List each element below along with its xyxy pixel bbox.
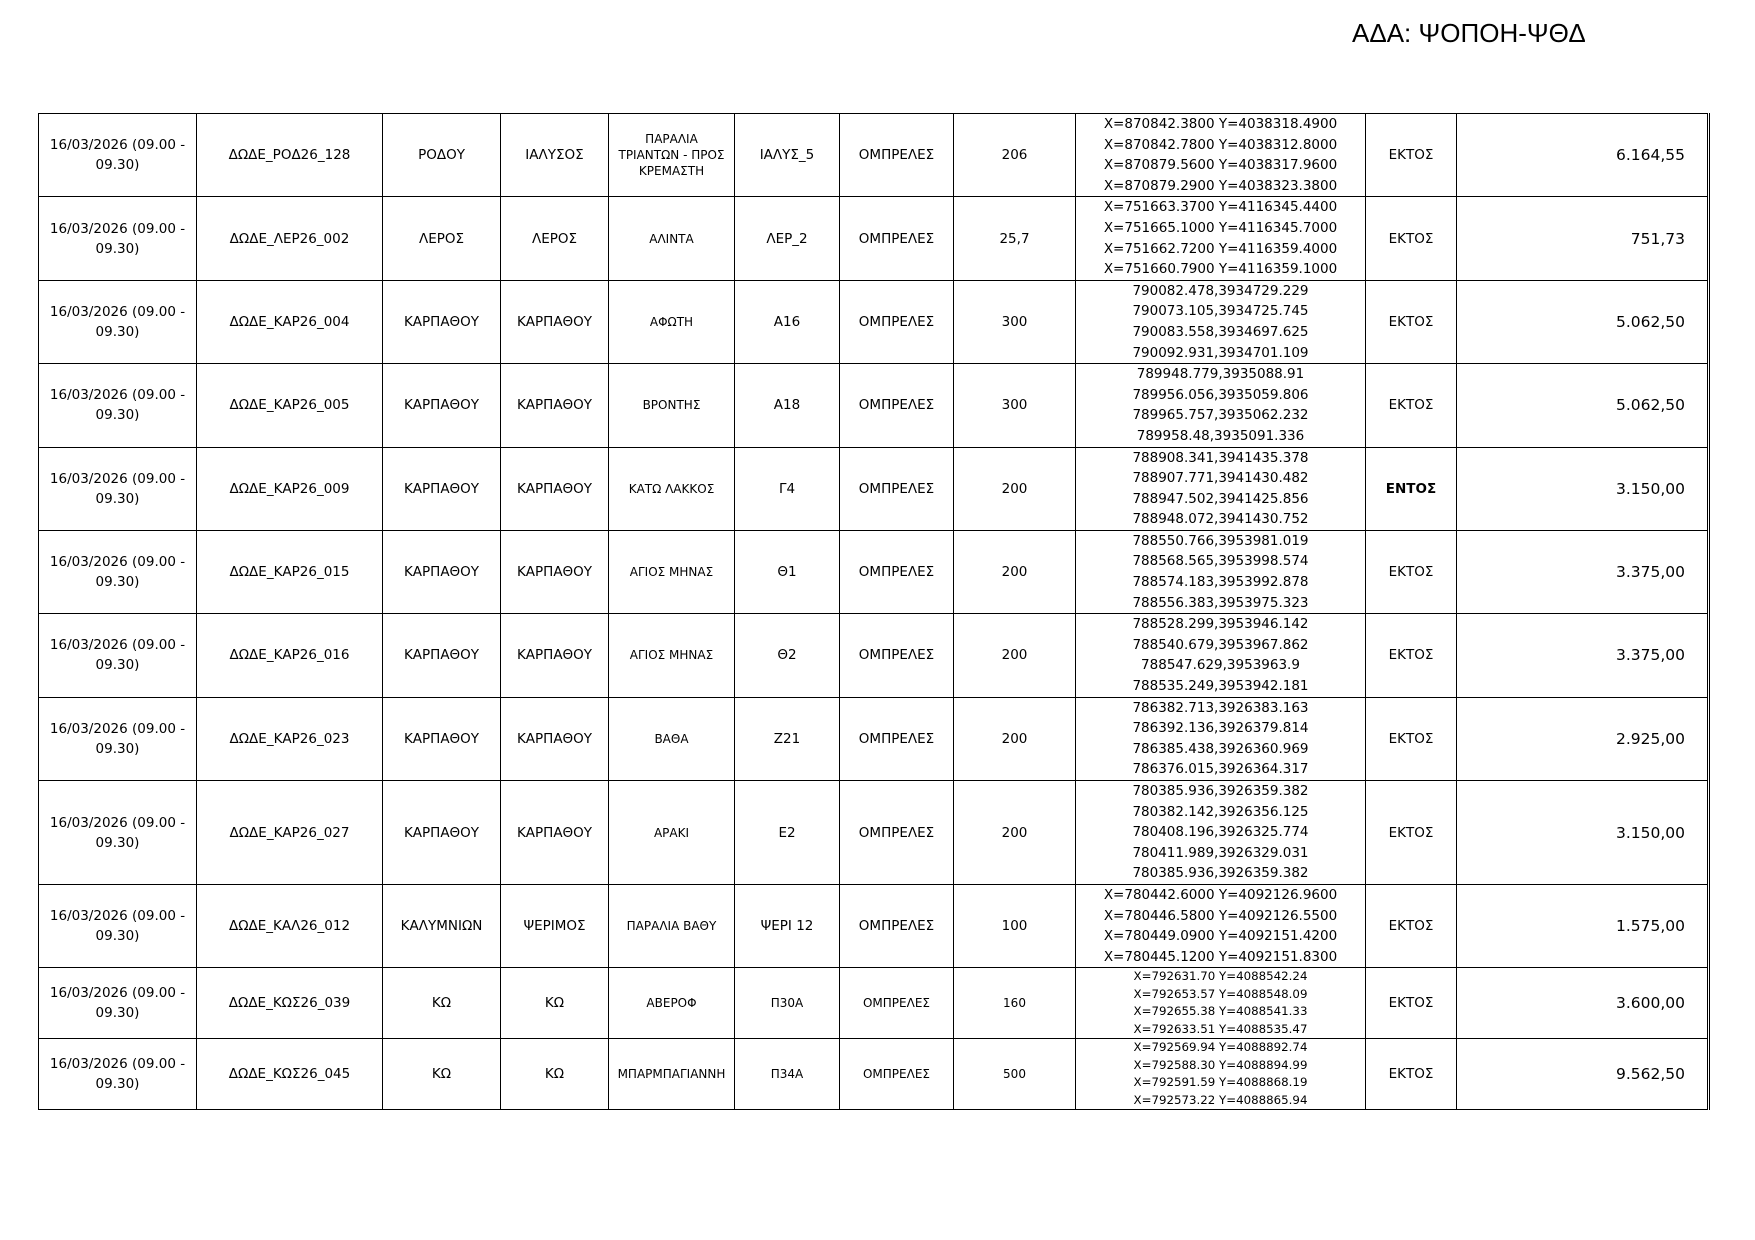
coordinate-line: 788528.299,3953946.142 [1132,616,1309,633]
code-cell: ΔΩΔΕ_ΚΩΣ26_045 [197,1039,383,1110]
id-cell: Θ2 [735,614,840,697]
zone-cell: ΕΚΤΟΣ [1366,364,1457,447]
date-cell: 16/03/2026 (09.00 - 09.30) [39,614,197,697]
concessions-table [38,113,1710,1110]
use-cell: ΟΜΠΡΕΛΕΣ [840,114,954,197]
code-cell: ΔΩΔΕ_ΚΑΡ26_016 [197,614,383,697]
amount-cell: 2.925,00 [1457,697,1709,780]
amount-cell: 3.150,00 [1457,781,1709,885]
use-cell: ΟΜΠΡΕΛΕΣ [840,1039,954,1110]
area-cell: 200 [954,781,1076,885]
zone-cell: ΕΚΤΟΣ [1366,197,1457,280]
date-cell: 16/03/2026 (09.00 - 09.30) [39,781,197,885]
municipality-cell: ΡΟΔΟΥ [383,114,501,197]
amount-cell: 3.600,00 [1457,968,1709,1039]
coordinate-line: 780408.196,3926325.774 [1132,824,1309,841]
coordinate-line: 788556.383,3953975.323 [1132,594,1309,611]
area-cell: 300 [954,280,1076,363]
coordinate-line: 788540.679,3953967.862 [1132,636,1309,653]
id-cell: Ζ21 [735,697,840,780]
code-cell: ΔΩΔΕ_ΚΑΛ26_012 [197,885,383,968]
municipality-cell: ΚΑΡΠΑΘΟΥ [383,280,501,363]
coordinates-cell [1076,530,1366,613]
table-row [39,697,1709,780]
ada-header: ΑΔΑ: ΨΟΠΟΗ-ΨΘΔ [1352,18,1586,48]
location-cell: ΚΑΤΩ ΛΑΚΚΟΣ [609,447,735,530]
coordinate-line: X=751662.7200 Y=4116359.4000 [1103,240,1338,257]
municipality-cell: ΚΑΡΠΑΘΟΥ [383,781,501,885]
id-cell: Γ4 [735,447,840,530]
coordinate-line: X=780446.5800 Y=4092126.5500 [1103,907,1338,924]
area-cell: 300 [954,364,1076,447]
coordinates-cell [1076,697,1366,780]
coordinates-cell [1076,114,1366,197]
location-cell: ΒΡΟΝΤΗΣ [609,364,735,447]
date-cell: 16/03/2026 (09.00 - 09.30) [39,197,197,280]
id-cell: Π30Α [735,968,840,1039]
code-cell: ΔΩΔΕ_ΛΕΡ26_002 [197,197,383,280]
location-cell: ΑΡΑΚΙ [609,781,735,885]
date-cell: 16/03/2026 (09.00 - 09.30) [39,697,197,780]
coordinate-line: 789956.056,3935059.806 [1132,386,1309,403]
coordinate-line: 788550.766,3953981.019 [1132,532,1309,549]
use-cell: ΟΜΠΡΕΛΕΣ [840,280,954,363]
coordinate-line: 786385.438,3926360.969 [1132,740,1309,757]
coordinates-cell [1076,364,1366,447]
unit-cell: ΚΑΡΠΑΘΟΥ [501,781,609,885]
municipality-cell: ΚΑΡΠΑΘΟΥ [383,530,501,613]
coordinate-line: 789965.757,3935062.232 [1132,407,1309,424]
coordinate-line: X=870879.2900 Y=4038323.3800 [1103,177,1338,194]
coordinate-line: X=792573.22 Y=4088865.94 [1133,1092,1308,1107]
coordinate-line: X=792588.30 Y=4088894.99 [1133,1057,1308,1072]
coordinate-line: 786376.015,3926364.317 [1132,761,1309,778]
coordinate-line: 788907.771,3941430.482 [1132,470,1309,487]
amount-cell: 3.375,00 [1457,614,1709,697]
coordinate-line: 790092.931,3934701.109 [1132,344,1309,361]
coordinate-line: X=780442.6000 Y=4092126.9600 [1103,887,1338,903]
zone-cell: ΕΚΤΟΣ [1366,1039,1457,1110]
coordinates-cell [1076,781,1366,885]
coordinate-line: 788547.629,3953963.9 [1141,657,1300,674]
coordinate-line: 780385.936,3926359.382 [1132,783,1309,800]
area-cell: 200 [954,614,1076,697]
coordinates-cell [1076,447,1366,530]
use-cell: ΟΜΠΡΕΛΕΣ [840,614,954,697]
zone-cell: ΕΚΤΟΣ [1366,968,1457,1039]
unit-cell: ΚΩ [501,1039,609,1110]
table-row [39,114,1709,197]
amount-cell: 5.062,50 [1457,280,1709,363]
amount-cell: 9.562,50 [1457,1039,1709,1110]
coordinates-cell [1076,280,1366,363]
coordinate-line: 786382.713,3926383.163 [1132,699,1309,716]
location-cell: ΑΦΩΤΗ [609,280,735,363]
table-body [39,114,1709,1110]
location-cell: ΠΑΡΑΛΙΑ ΒΑΘΥ [609,885,735,968]
unit-cell: ΚΑΡΠΑΘΟΥ [501,614,609,697]
coordinate-line: 790082.478,3934729.229 [1132,282,1309,299]
code-cell: ΔΩΔΕ_ΚΑΡ26_009 [197,447,383,530]
coordinates-cell [1076,968,1366,1039]
municipality-cell: ΚΑΡΠΑΘΟΥ [383,447,501,530]
coordinate-line: 789958.48,3935091.336 [1136,427,1305,444]
table-row [39,885,1709,968]
zone-cell: ΕΚΤΟΣ [1366,697,1457,780]
use-cell: ΟΜΠΡΕΛΕΣ [840,968,954,1039]
coordinate-line: X=751660.7900 Y=4116359.1000 [1103,261,1338,278]
zone-cell: ΕΚΤΟΣ [1366,280,1457,363]
date-cell: 16/03/2026 (09.00 - 09.30) [39,1039,197,1110]
amount-cell: 3.375,00 [1457,530,1709,613]
coordinate-line: X=870842.7800 Y=4038312.8000 [1103,136,1338,153]
unit-cell: ΙΑΛΥΣΟΣ [501,114,609,197]
area-cell: 206 [954,114,1076,197]
area-cell: 160 [954,968,1076,1039]
zone-cell: ΕΚΤΟΣ [1366,530,1457,613]
id-cell: ΨΕΡΙ 12 [735,885,840,968]
coordinate-line: X=792633.51 Y=4088535.47 [1133,1021,1308,1036]
amount-cell: 6.164,55 [1457,114,1709,197]
amount-cell: 751,73 [1457,197,1709,280]
location-cell: ΒΑΘΑ [609,697,735,780]
use-cell: ΟΜΠΡΕΛΕΣ [840,197,954,280]
code-cell: ΔΩΔΕ_ΚΑΡ26_004 [197,280,383,363]
code-cell: ΔΩΔΕ_ΡΟΔ26_128 [197,114,383,197]
unit-cell: ΚΑΡΠΑΘΟΥ [501,530,609,613]
code-cell: ΔΩΔΕ_ΚΑΡ26_023 [197,697,383,780]
zone-cell: ΕΚΤΟΣ [1366,885,1457,968]
area-cell: 200 [954,697,1076,780]
municipality-cell: ΚΑΡΠΑΘΟΥ [383,697,501,780]
table-row [39,364,1709,447]
unit-cell: ΨΕΡΙΜΟΣ [501,885,609,968]
id-cell: ΛΕΡ_2 [735,197,840,280]
coordinates-cell [1076,614,1366,697]
coordinate-line: 788568.565,3953998.574 [1132,553,1309,570]
coordinate-line: 790073.105,3934725.745 [1132,303,1309,320]
coordinate-line: 788908.341,3941435.378 [1132,449,1309,466]
coordinate-line: 786392.136,3926379.814 [1132,720,1309,737]
table-row [39,197,1709,280]
coordinate-line: X=792569.94 Y=4088892.74 [1133,1040,1308,1055]
id-cell: Α16 [735,280,840,363]
unit-cell: ΚΩ [501,968,609,1039]
use-cell: ΟΜΠΡΕΛΕΣ [840,364,954,447]
date-cell: 16/03/2026 (09.00 - 09.30) [39,885,197,968]
coordinates-cell [1076,1039,1366,1110]
coordinates-cell [1076,885,1366,968]
date-cell: 16/03/2026 (09.00 - 09.30) [39,968,197,1039]
table-row [39,968,1709,1039]
unit-cell: ΚΑΡΠΑΘΟΥ [501,697,609,780]
table-row [39,530,1709,613]
coordinate-line: X=792653.57 Y=4088548.09 [1133,986,1308,1001]
amount-cell: 3.150,00 [1457,447,1709,530]
amount-cell: 1.575,00 [1457,885,1709,968]
municipality-cell: ΚΑΛΥΜΝΙΩΝ [383,885,501,968]
coordinate-line: X=792631.70 Y=4088542.24 [1133,969,1308,984]
municipality-cell: ΚΩ [383,968,501,1039]
use-cell: ΟΜΠΡΕΛΕΣ [840,781,954,885]
id-cell: Ε2 [735,781,840,885]
coordinate-line: X=792655.38 Y=4088541.33 [1133,1004,1308,1019]
municipality-cell: ΚΑΡΠΑΘΟΥ [383,614,501,697]
unit-cell: ΛΕΡΟΣ [501,197,609,280]
use-cell: ΟΜΠΡΕΛΕΣ [840,885,954,968]
coordinate-line: X=870879.5600 Y=4038317.9600 [1103,157,1338,174]
coordinate-line: X=780445.1200 Y=4092151.8300 [1103,948,1338,965]
coordinate-line: 790083.558,3934697.625 [1132,323,1309,340]
date-cell: 16/03/2026 (09.00 - 09.30) [39,447,197,530]
id-cell: ΙΑΛΥΣ_5 [735,114,840,197]
use-cell: ΟΜΠΡΕΛΕΣ [840,447,954,530]
code-cell: ΔΩΔΕ_ΚΑΡ26_015 [197,530,383,613]
code-cell: ΔΩΔΕ_ΚΑΡ26_005 [197,364,383,447]
unit-cell: ΚΑΡΠΑΘΟΥ [501,280,609,363]
coordinate-line: 780411.989,3926329.031 [1132,844,1309,861]
location-cell: ΑΓΙΟΣ ΜΗΝΑΣ [609,530,735,613]
coordinates-cell [1076,197,1366,280]
table-row [39,280,1709,363]
date-cell: 16/03/2026 (09.00 - 09.30) [39,364,197,447]
zone-cell: ΕΝΤΟΣ [1366,447,1457,530]
date-cell: 16/03/2026 (09.00 - 09.30) [39,280,197,363]
area-cell: 500 [954,1039,1076,1110]
coordinate-line: 780385.936,3926359.382 [1132,865,1309,882]
table-row [39,1039,1709,1110]
id-cell: Α18 [735,364,840,447]
location-cell: ΠΑΡΑΛΙΑ ΤΡΙΑΝΤΩΝ - ΠΡΟΣ ΚΡΕΜΑΣΤΗ [609,114,735,197]
coordinate-line: 788947.502,3941425.856 [1132,490,1309,507]
coordinate-line: X=792591.59 Y=4088868.19 [1133,1075,1308,1090]
coordinate-line: 788535.249,3953942.181 [1132,678,1309,695]
date-cell: 16/03/2026 (09.00 - 09.30) [39,530,197,613]
amount-cell: 5.062,50 [1457,364,1709,447]
zone-cell: ΕΚΤΟΣ [1366,114,1457,197]
table-row [39,614,1709,697]
table-row [39,447,1709,530]
coordinate-line: 788574.183,3953992.878 [1132,574,1309,591]
zone-cell: ΕΚΤΟΣ [1366,614,1457,697]
area-cell: 200 [954,447,1076,530]
coordinate-line: X=780449.0900 Y=4092151.4200 [1103,928,1338,945]
unit-cell: ΚΑΡΠΑΘΟΥ [501,447,609,530]
coordinate-line: X=751663.3700 Y=4116345.4400 [1103,199,1338,216]
location-cell: ΑΓΙΟΣ ΜΗΝΑΣ [609,614,735,697]
code-cell: ΔΩΔΕ_ΚΩΣ26_039 [197,968,383,1039]
area-cell: 200 [954,530,1076,613]
municipality-cell: ΛΕΡΟΣ [383,197,501,280]
coordinate-line: X=751665.1000 Y=4116345.7000 [1103,219,1338,236]
code-cell: ΔΩΔΕ_ΚΑΡ26_027 [197,781,383,885]
location-cell: ΜΠΑΡΜΠΑΓΙΑΝΝΗ [609,1039,735,1110]
coordinate-line: X=870842.3800 Y=4038318.4900 [1103,116,1338,132]
coordinate-line: 788948.072,3941430.752 [1132,511,1309,528]
coordinate-line: 789948.779,3935088.91 [1136,366,1305,383]
area-cell: 100 [954,885,1076,968]
location-cell: ΑΒΕΡΟΦ [609,968,735,1039]
unit-cell: ΚΑΡΠΑΘΟΥ [501,364,609,447]
id-cell: Θ1 [735,530,840,613]
zone-cell: ΕΚΤΟΣ [1366,781,1457,885]
coordinate-line: 780382.142,3926356.125 [1132,803,1309,820]
use-cell: ΟΜΠΡΕΛΕΣ [840,530,954,613]
date-cell: 16/03/2026 (09.00 - 09.30) [39,114,197,197]
municipality-cell: ΚΑΡΠΑΘΟΥ [383,364,501,447]
municipality-cell: ΚΩ [383,1039,501,1110]
table-row [39,781,1709,885]
location-cell: ΑΛΙΝΤΑ [609,197,735,280]
area-cell: 25,7 [954,197,1076,280]
use-cell: ΟΜΠΡΕΛΕΣ [840,697,954,780]
id-cell: Π34Α [735,1039,840,1110]
